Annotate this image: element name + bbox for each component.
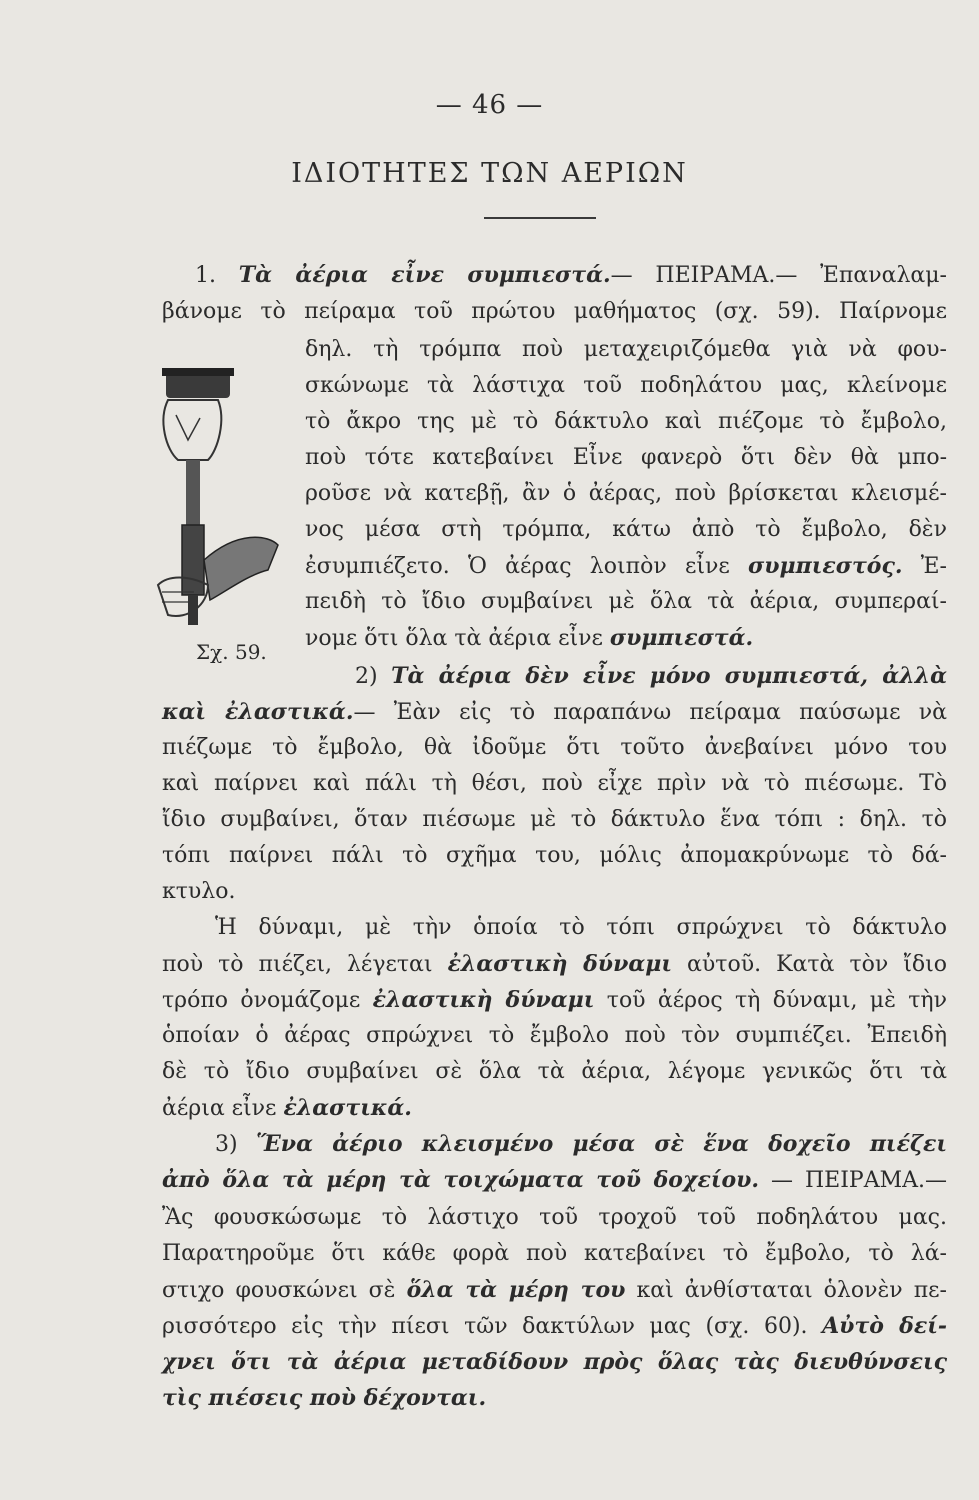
emphasis-text: Αὐτὸ δεί- [822, 1313, 947, 1339]
hand-bottom [204, 537, 278, 600]
pump-cylinder [182, 525, 204, 595]
text-line [162, 1057, 947, 1087]
text-run: 3) [215, 1132, 257, 1157]
text-line [162, 769, 947, 799]
text-line [162, 1165, 947, 1196]
text-run: στιχο φουσκώνει σὲ [162, 1278, 407, 1303]
text-run: τὸ ἄκρο της μὲ τὸ δάκτυλο καὶ πιέζομε τὸ ἔμβολο, [305, 409, 947, 434]
emphasis-text: χνει ὅτι τὰ ἀέρια μεταδίδουν πρὸς ὅλας τὰς διευθύνσεις [162, 1349, 947, 1375]
text-line [162, 697, 947, 728]
text-run: 2) [355, 664, 392, 689]
text-run: ἀέρια εἶνε [162, 1096, 284, 1121]
text-run: τρόπο ὀνομάζομε [162, 988, 373, 1013]
text-run: σκώνωμε τὰ λάστιχα τοῦ ποδηλάτου μας, κλείνομε [305, 373, 947, 398]
text-line [162, 841, 947, 871]
text-line [305, 515, 947, 545]
text-run: δὲ τὸ ἴδιο συμβαίνει σὲ ὅλα τὰ ἀέρια, λέγομε γενικῶς ὅτι τὰ [162, 1059, 947, 1084]
emphasis-text: ὅλα τὰ μέρη του [406, 1277, 626, 1303]
emphasis-text: Τὰ ἀέρια δὲν εἶνε μόνο συμπιεστά, ἀλλὰ [391, 663, 947, 689]
emphasis-text: καὶ ἐλαστικά. [162, 699, 354, 725]
emphasis-text: Ἕνα ἀέριο κλεισμένο μέσα σὲ ἕνα δοχεῖο πιέζει [256, 1131, 947, 1157]
emphasis-text: ἐλαστικὴ δύναμι [447, 951, 673, 977]
text-run: καὶ ἀνθίσταται ὁλονὲν πε- [625, 1278, 947, 1303]
text-line [305, 479, 947, 509]
text-line [305, 551, 947, 582]
text-line [162, 1239, 947, 1269]
text-line [162, 1383, 662, 1414]
text-run: τόπι παίρνει πάλι τὸ σχῆμα του, μόλις ἀπομακρύνωμε τὸ δά- [162, 843, 947, 868]
text-line [215, 1129, 947, 1160]
text-run: Ἐ- [902, 554, 947, 579]
text-run: ροῦσε νὰ κατεβῇ, ἂν ὁ ἀέρας, ποὺ βρίσκεται κλεισμέ- [305, 481, 947, 506]
emphasis-text: τὶς πιέσεις ποὺ δέχονται. [162, 1385, 487, 1411]
text-run: πειδὴ τὸ ἴδιο συμβαίνει μὲ ὅλα τὰ ἀέρια, συμπεραί- [305, 589, 947, 614]
text-run: 1. [195, 263, 239, 288]
hand-top [163, 400, 221, 460]
text-line [162, 1275, 947, 1306]
text-line [162, 1021, 947, 1051]
text-run: Παρατηροῦμε ὅτι κάθε φορὰ ποὺ κατεβαίνει τὸ ἔμβολο, τὸ λά- [162, 1241, 947, 1266]
text-run: κτυλο. [162, 879, 236, 904]
text-line [162, 1093, 562, 1124]
text-run: ὁποίαν ὁ ἀέρας σπρώχνει τὸ ἔμβολο ποὺ τὸν συμπιέζει. Ἐπειδὴ [162, 1023, 947, 1048]
text-run: Ἂς φουσκώσωμε τὸ λάστιχο τοῦ τροχοῦ τοῦ ποδηλάτου μας. [162, 1205, 947, 1230]
text-run: αὐτοῦ. Κατὰ τὸν ἴδιο [672, 952, 947, 977]
text-line [305, 623, 947, 654]
text-run: ἴδιο συμβαίνει, ὅταν πιέσωμε μὲ τὸ δάκτυλο ἕνα τόπι : δηλ. τὸ [162, 807, 947, 832]
text-line [355, 661, 947, 692]
text-run: — ΠΕΙΡΑΜΑ.— Ἐπαναλαμ- [610, 263, 947, 288]
text-line [162, 877, 362, 907]
text-run: καὶ παίρνει καὶ πάλι τὴ θέσι, ποὺ εἶχε πρὶν νὰ τὸ πιέσωμε. Τὸ [162, 771, 947, 796]
text-line [162, 1203, 947, 1233]
text-run: τοῦ ἀέρος τὴ δύναμι, μὲ τὴν [594, 988, 947, 1013]
text-run: Ἡ δύναμι, μὲ τὴν ὁποία τὸ τόπι σπρώχνει τὸ δάκτυλο [215, 915, 947, 940]
emphasis-text: ἐλαστικὴ δύναμι [372, 987, 595, 1013]
text-line [305, 443, 947, 473]
text-run: ποὺ τὸ πιέζει, λέγεται [162, 952, 448, 977]
text-line [162, 985, 947, 1016]
emphasis-text: ἀπὸ ὅλα τὰ μέρη τὰ τοιχώματα τοῦ δοχείου. [162, 1167, 760, 1193]
text-line [162, 733, 947, 763]
text-line [162, 805, 947, 835]
text-run: ποὺ τότε κατεβαίνει Εἶνε φανερὸ ὅτι δὲν θὰ μπο- [305, 445, 947, 470]
text-run: νος μέσα στὴ τρόμπα, κάτω ἀπὸ τὸ ἔμβολο, δὲν [305, 517, 947, 542]
text-run: — ΠΕΙΡΑΜΑ.— [759, 1168, 947, 1193]
text-line [195, 260, 947, 291]
text-run: — Ἐὰν εἰς τὸ παραπάνω πείραμα παύσωμε νὰ [353, 700, 947, 725]
text-run: ρισσότερο εἰς τὴν πίεσι τῶν δακτύλων μας (σχ. 60). [162, 1314, 823, 1339]
text-line [162, 1311, 947, 1342]
title-underline [484, 217, 596, 219]
emphasis-text: συμπιεστά. [609, 625, 754, 651]
text-line [305, 587, 947, 617]
text-line [305, 335, 947, 365]
text-run: νομε ὅτι ὅλα τὰ ἀέρια εἶνε [305, 626, 610, 651]
pump-rod [186, 460, 200, 530]
page-number: — 46 — [435, 90, 544, 120]
text-run: ἐσυμπιέζετο. Ὁ ἀέρας λοιπὸν εἶνε [305, 554, 749, 579]
emphasis-text: ἐλαστικά. [283, 1095, 412, 1121]
text-line [215, 913, 947, 943]
emphasis-text: συμπιεστός. [748, 553, 903, 579]
text-line [305, 371, 947, 401]
text-line [162, 1347, 947, 1378]
text-run: πιέζωμε τὸ ἔμβολο, θὰ ἰδοῦμε ὅτι τοῦτο ἀνεβαίνει μόνο του [162, 735, 947, 760]
text-run: δηλ. τὴ τρόμπα ποὺ μεταχειριζόμεθα γιὰ νὰ φου- [305, 337, 947, 362]
text-line [305, 407, 947, 437]
text-run: βάνομε τὸ πείραμα τοῦ πρώτου μαθήματος (σχ. 59). Παίρνομε [162, 299, 947, 324]
figure-59-pump-illustration [148, 360, 288, 650]
text-line [162, 949, 947, 980]
emphasis-text: Τὰ ἀέρια εἶνε συμπιεστά. [238, 262, 611, 288]
section-title: ΙΔΙΟΤΗΤΕΣ ΤΩΝ ΑΕΡΙΩΝ [291, 158, 688, 189]
text-line [162, 297, 947, 327]
figure-caption: Σχ. 59. [196, 640, 267, 664]
